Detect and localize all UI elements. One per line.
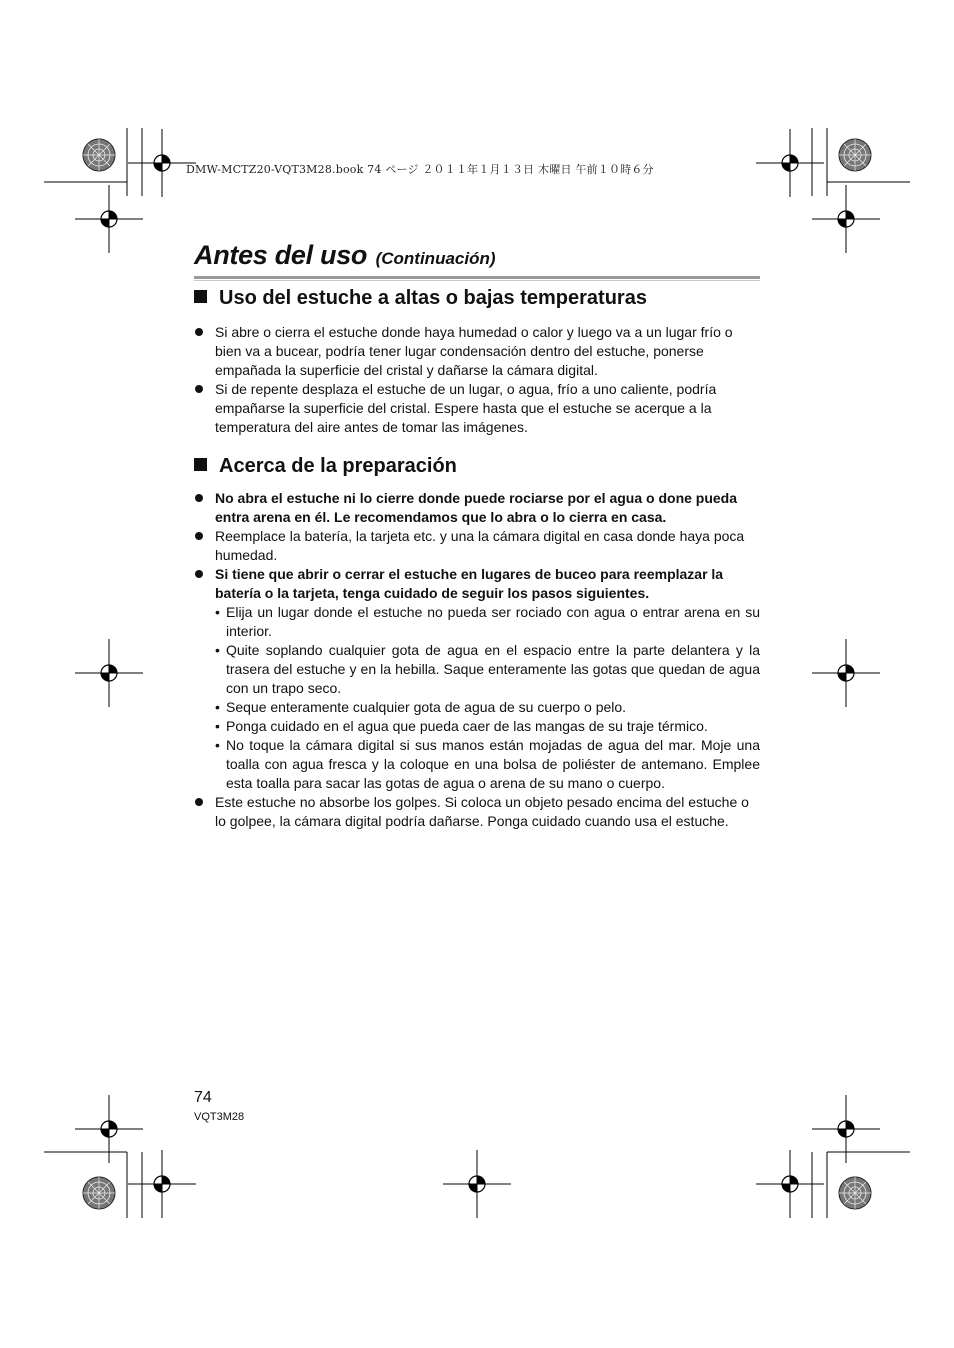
temperature-bullet-list: [194, 323, 760, 437]
list-item: [194, 380, 760, 437]
list-item: [194, 323, 760, 380]
step-item: • Ponga cuidado en el agua que pueda caer de las mangas de su traje térmico.: [215, 717, 760, 736]
section-heading-text: Uso del estuche a altas o bajas temperaturas: [219, 287, 647, 309]
black-square-icon: [194, 290, 207, 303]
list-item-text: Si tiene que abrir o cerrar el estuche en lugares de buceo para reemplazar la batería o la tarjeta, tenga cuidado de seguir los pasos siguientes.: [215, 566, 724, 601]
list-item: [194, 565, 760, 793]
page-subtitle: (Continuación): [375, 249, 496, 268]
list-item-text: Reemplace la batería, la tarjeta etc. y una la cámara digital en casa donde haya poca humedad.: [215, 528, 745, 563]
bullet-dot-icon: [195, 494, 203, 502]
section-heading-text: Acerca de la preparación: [219, 455, 457, 477]
step-item: • Elija un lugar donde el estuche no pueda ser rociado con agua o entrar arena en su interior.: [215, 603, 760, 641]
step-item: • Quite soplando cualquier gota de agua en el espacio entre la parte delantera y la trasera del estuche y en la hebilla. Saque enteramente las gotas que quedan de agua con un trapo seco.: [215, 641, 760, 698]
title-rule: [194, 276, 760, 279]
list-item-text: Si de repente desplaza el estuche de un lugar, o agua, frío a uno caliente, podría empañarse la superficie del cristal. Espere hasta que el estuche se acerque a la temperatura del aire antes de tomar las imágenes.: [215, 381, 717, 435]
bullet-dot-icon: [195, 798, 203, 806]
step-item: • Seque enteramente cualquier gota de agua de su cuerpo o pelo.: [215, 698, 760, 717]
list-item-text: No abra el estuche ni lo cierre donde puede rociarse por el agua o done pueda entra arena en él. Le recomendamos que lo abra o lo cierra en casa.: [215, 490, 738, 525]
list-item-text: Este estuche no absorbe los golpes. Si coloca un objeto pesado encima del estuche o lo golpee, la cámara digital podría dañarse. Ponga cuidado cuando usa el estuche.: [215, 794, 749, 829]
bullet-dot-icon: [195, 570, 203, 578]
page-title: Antes del uso: [194, 240, 368, 270]
preparation-bullet-list: [194, 489, 760, 831]
page-title-block: [194, 240, 760, 271]
list-item-text: Si abre o cierra el estuche donde haya humedad o calor y luego va a un lugar frío o bien va a bucear, podría tener lugar condensación dentro del estuche, ponerse empañada la superficie del cristal y dañarse la cámara digital.: [215, 324, 733, 378]
list-item: [194, 793, 760, 831]
section-heading-preparation: [194, 455, 760, 478]
title-rule-light: [194, 280, 760, 281]
bullet-dot-icon: [195, 385, 203, 393]
document-code: VQT3M28: [194, 1111, 245, 1123]
list-item: [194, 489, 760, 527]
black-square-icon: [194, 458, 207, 471]
step-item: • No toque la cámara digital si sus manos están mojadas de agua del mar. Moje una toalla con agua fresca y la coloque en una bolsa de poliéster de antemano. Emplee esta toalla para sacar las gotas de agua o arena de su mano o cuerpo.: [215, 736, 760, 793]
page-number: 74: [194, 1089, 212, 1106]
list-item: [194, 527, 760, 565]
section-heading-temperatures: [194, 287, 760, 310]
bullet-dot-icon: [195, 328, 203, 336]
book-info-header: DMW-MCTZ20-VQT3M28.book 74 ページ ２０１１年１月１３日 木曜日 午前１０時６分: [186, 163, 654, 176]
steps-sublist: [215, 603, 760, 793]
bullet-dot-icon: [195, 532, 203, 540]
